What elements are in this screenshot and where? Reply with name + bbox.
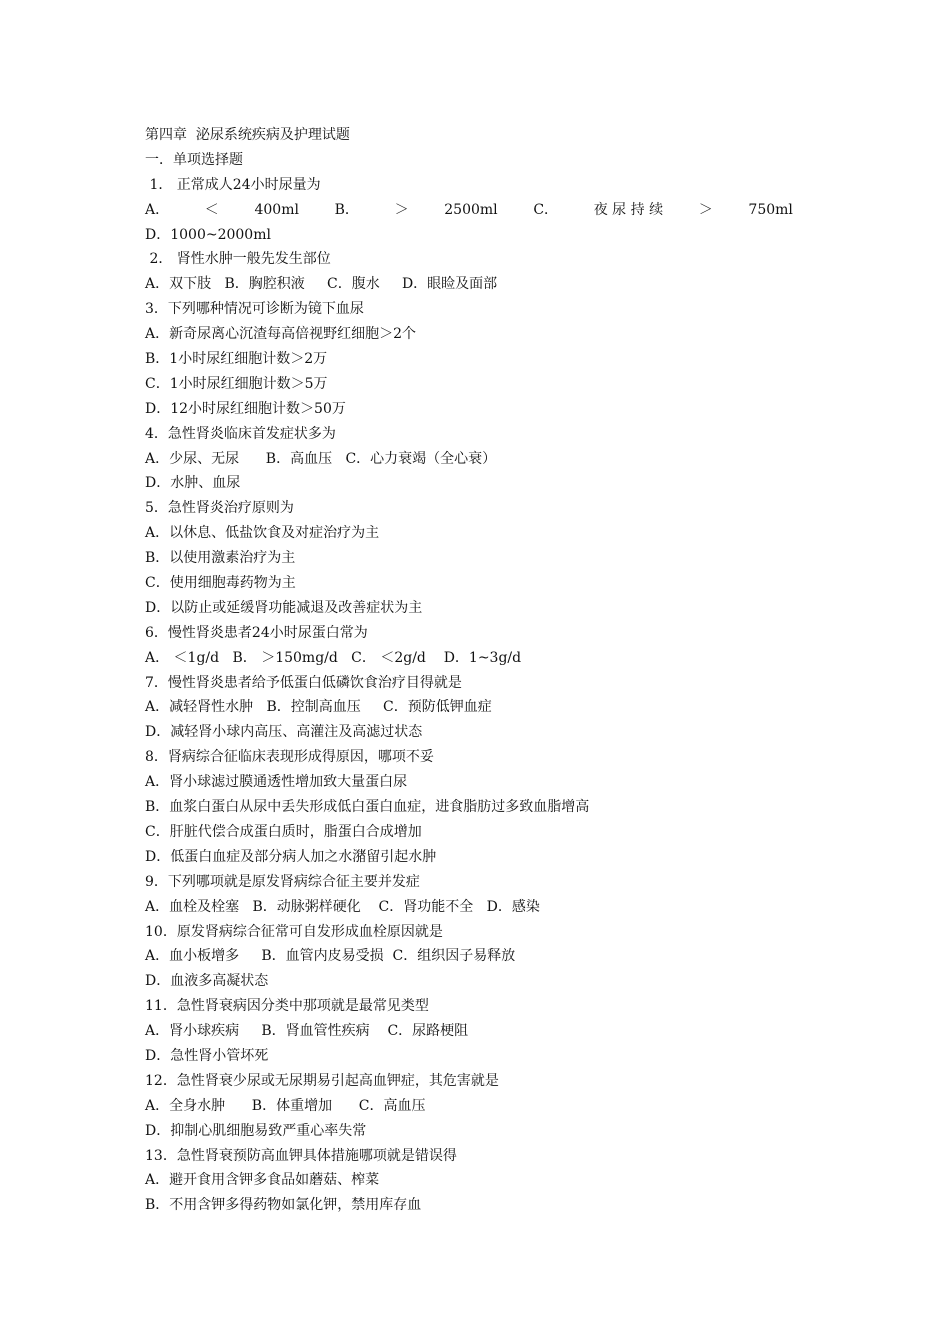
- section-title: 一．单项选择题: [145, 151, 243, 168]
- opt-a-prefix: A．: [145, 201, 170, 218]
- question-line: C．1小时尿红细胞计数＞5万: [145, 375, 328, 392]
- question-line: A． ＜1g/d B． ＞150mg/d C． ＜2g/d D．1~3g/d: [145, 649, 522, 666]
- opt-a-value: 400ml: [254, 201, 299, 218]
- question-list: [145, 173, 825, 1218]
- question-line: 11．急性肾衰病因分类中那项就是最常见类型: [145, 998, 429, 1015]
- question-line: D．低蛋白血症及部分病人加之水潴留引起水肿: [145, 848, 437, 865]
- question-line: A．少尿、无尿 B．高血压 C．心力衰竭（全心衰）: [145, 450, 497, 467]
- question-line: D．水肿、血尿: [145, 475, 241, 492]
- question-line: A．减轻肾性水肿 B．控制高血压 C．预防低钾血症: [145, 699, 492, 716]
- question-line: 4．急性肾炎临床首发症状多为: [145, 425, 336, 442]
- opt-c-value: 750ml: [748, 201, 793, 218]
- question-line: B．不用含钾多得药物如氯化钾，禁用库存血: [145, 1197, 422, 1214]
- question-line: 2． 肾性水肿一般先发生部位: [145, 251, 331, 268]
- question-line: D．1000~2000ml: [145, 226, 271, 243]
- question-line: A．血小板增多 B．血管内皮易受损 C．组织因子易释放: [145, 948, 516, 965]
- question-line: 7．慢性肾炎患者给予低蛋白低磷饮食治疗目得就是: [145, 674, 462, 691]
- question-line: D．急性肾小管坏死: [145, 1047, 269, 1064]
- opt-c-text: 夜 尿 持 续: [593, 201, 664, 218]
- opt-b-sign: ＞: [394, 201, 409, 218]
- question-line: A．血栓及栓塞 B．动脉粥样硬化 C．肾功能不全 D．感染: [145, 898, 540, 915]
- question-line: B．以使用激素治疗为主: [145, 550, 296, 567]
- question-line: 8．肾病综合征临床表现形成得原因，哪项不妥: [145, 749, 434, 766]
- question-line: C．肝脏代偿合成蛋白质时，脂蛋白合成增加: [145, 823, 422, 840]
- q1-options-line: [145, 198, 793, 223]
- chapter-title: 第四章 泌尿系统疾病及护理试题: [145, 127, 350, 143]
- question-line: 9．下列哪项就是原发肾病综合征主要并发症: [145, 873, 420, 890]
- question-line: D．以防止或延缓肾功能减退及改善症状为主: [145, 599, 423, 616]
- question-line: A．肾小球疾病 B．肾血管性疾病 C．尿路梗阻: [145, 1023, 469, 1040]
- opt-c-prefix: C．: [533, 201, 559, 218]
- question-line: D．12小时尿红细胞计数＞50万: [145, 400, 346, 417]
- question-line: A．以休息、低盐饮食及对症治疗为主: [145, 525, 380, 542]
- question-line: D．血液多高凝状态: [145, 973, 269, 990]
- question-line: 10．原发肾病综合征常可自发形成血栓原因就是: [145, 923, 443, 940]
- question-line: 6．慢性肾炎患者24小时尿蛋白常为: [145, 624, 368, 641]
- question-line: D．减轻肾小球内高压、高灌注及高滤过状态: [145, 724, 423, 741]
- question-line: A．新奇尿离心沉渣每高倍视野红细胞＞2个: [145, 326, 417, 343]
- question-line: 12．急性肾衰少尿或无尿期易引起高血钾症，其危害就是: [145, 1072, 499, 1089]
- question-line: C．使用细胞毒药物为主: [145, 575, 296, 592]
- opt-b-value: 2500ml: [444, 201, 498, 218]
- question-line: 1． 正常成人24小时尿量为: [145, 176, 321, 193]
- question-line: B．1小时尿红细胞计数＞2万: [145, 351, 328, 368]
- question-line: A．避开食用含钾多食品如蘑菇、榨菜: [145, 1172, 380, 1189]
- question-line: 5．急性肾炎治疗原则为: [145, 500, 294, 517]
- opt-b-prefix: B．: [334, 201, 359, 218]
- question-line: A．全身水肿 B．体重增加 C．高血压: [145, 1097, 426, 1114]
- question-line: B．血浆白蛋白从尿中丢失形成低白蛋白血症，进食脂肪过多致血脂增高: [145, 799, 590, 816]
- document-page: [145, 123, 825, 1218]
- question-line: A．双下肢 B．胸腔积液 C．腹水 D．眼睑及面部: [145, 276, 498, 293]
- question-line: 13．急性肾衰预防高血钾具体措施哪项就是错误得: [145, 1147, 457, 1164]
- question-line: D．抑制心肌细胞易致严重心率失常: [145, 1122, 367, 1139]
- question-line: 3．下列哪种情况可诊断为镜下血尿: [145, 301, 364, 318]
- opt-c-sign: ＞: [698, 201, 713, 218]
- opt-a-sign: ＜: [204, 201, 219, 218]
- question-line: A．肾小球滤过膜通透性增加致大量蛋白尿: [145, 774, 408, 791]
